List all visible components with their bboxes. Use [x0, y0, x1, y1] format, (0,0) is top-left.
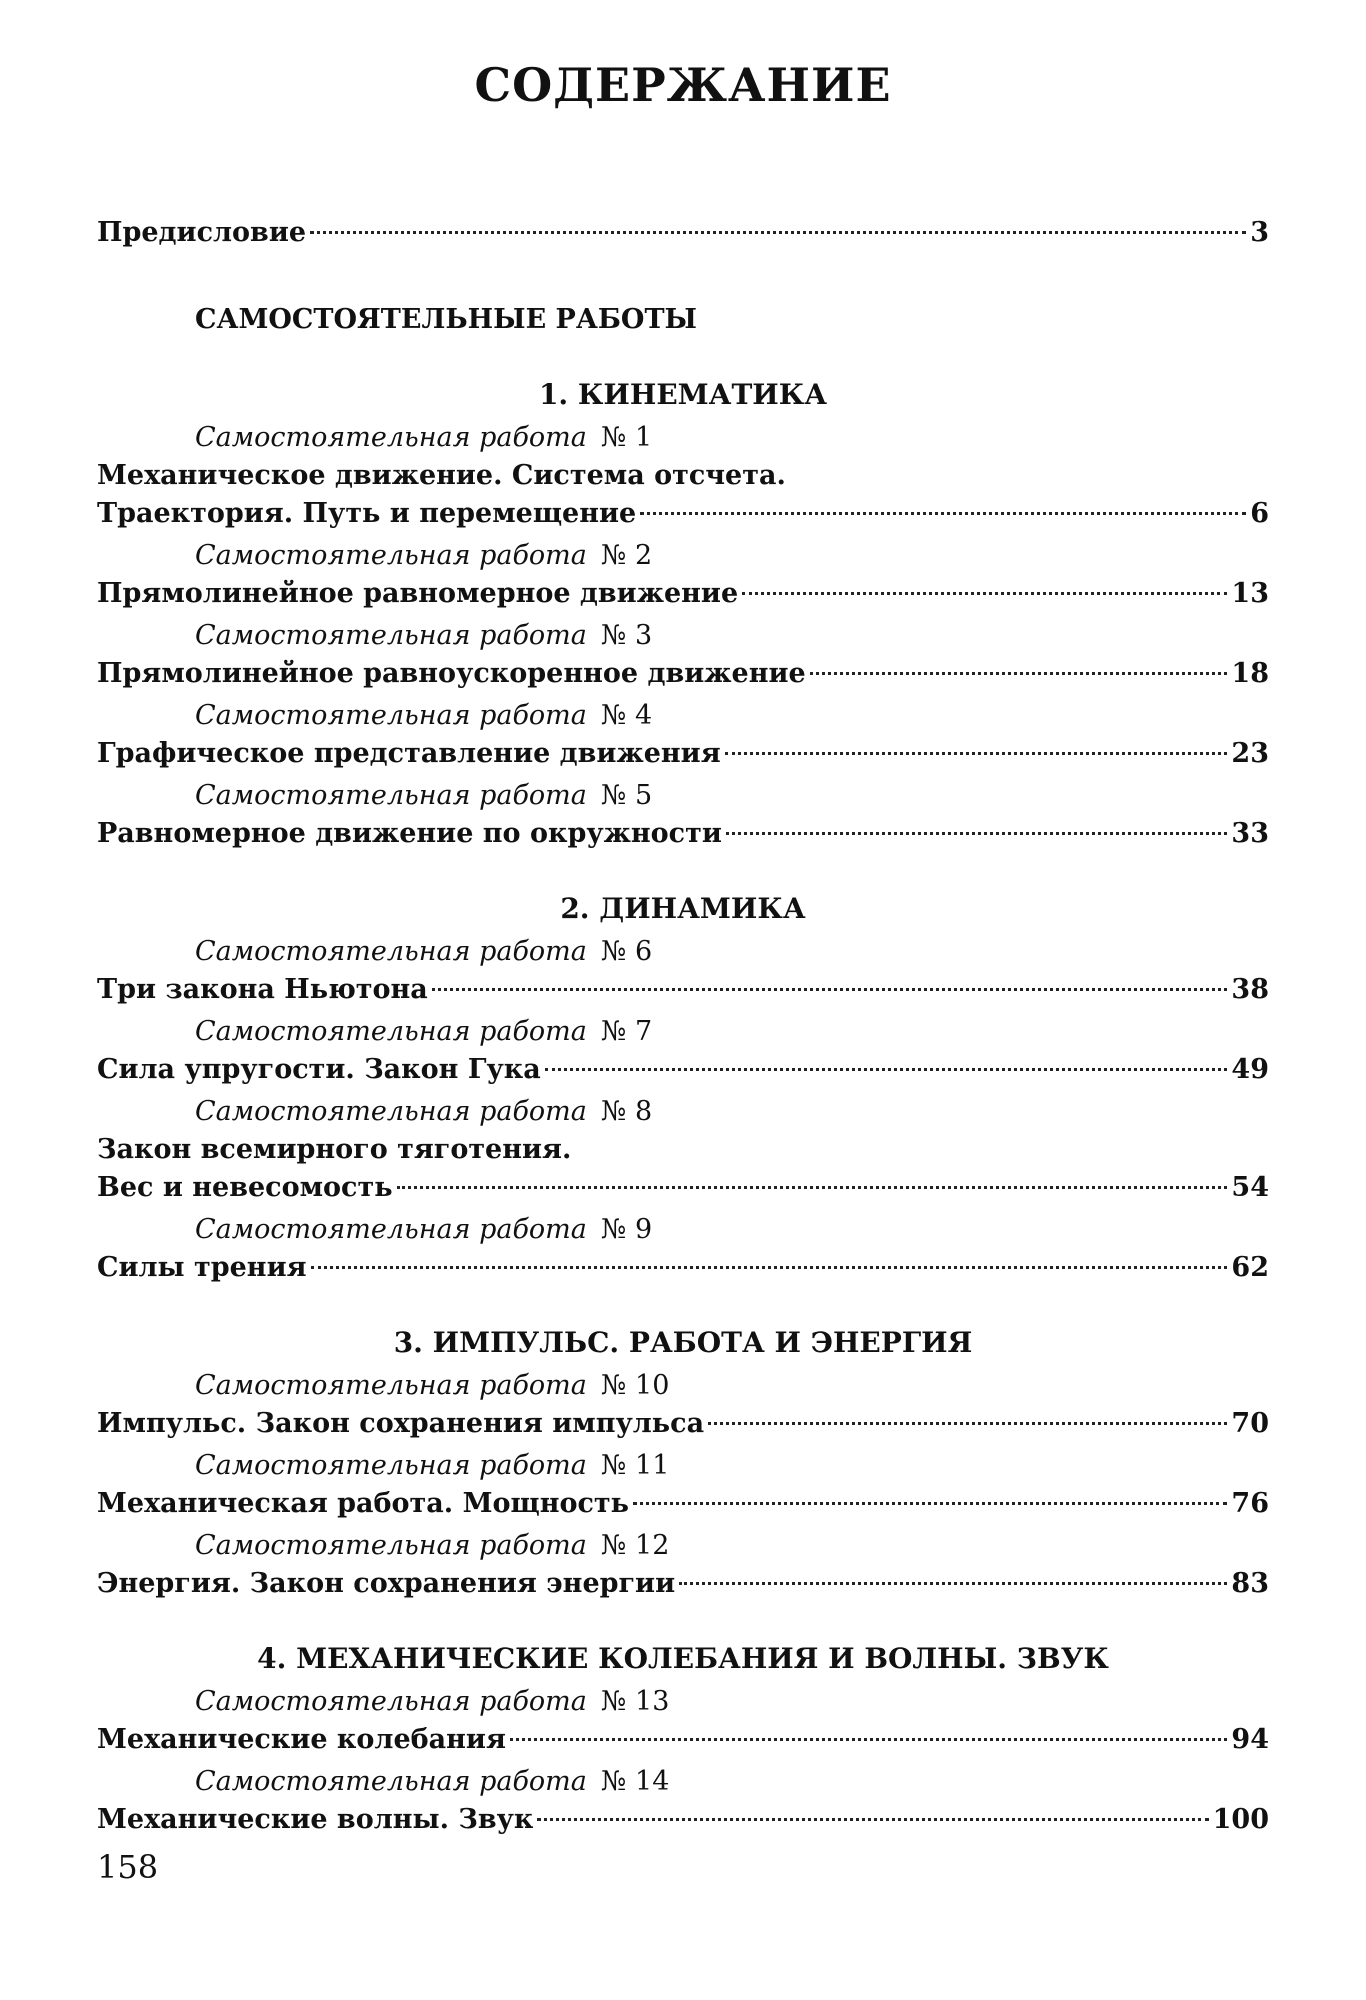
page-number: 38: [1231, 974, 1269, 1005]
part-heading: САМОСТОЯТЕЛЬНЫЕ РАБОТЫ: [195, 304, 697, 335]
entry-title: Механические колебания: [97, 1724, 506, 1755]
page-number: 54: [1231, 1172, 1269, 1203]
dot-leader: [742, 591, 1227, 595]
dot-leader: [537, 1817, 1208, 1821]
entry-title: Графическое представление движения: [97, 738, 721, 769]
work-label: Самостоятельная работа № 9: [195, 1214, 653, 1245]
work-label: Самостоятельная работа № 10: [195, 1370, 670, 1401]
page-number: 83: [1231, 1568, 1269, 1599]
entry-title: Силы трения: [97, 1252, 307, 1283]
toc-entry[interactable]: [97, 656, 1269, 692]
entry-title: Импульс. Закон сохранения импульса: [97, 1408, 705, 1439]
page-number: 62: [1231, 1252, 1269, 1283]
entry-title: Энергия. Закон сохранения энергии: [97, 1568, 676, 1599]
toc-entry[interactable]: [97, 816, 1269, 852]
entry-title-line: Закон всемирного тяготения.: [97, 1134, 572, 1165]
page-number: 18: [1231, 658, 1269, 689]
toc-entry-preface[interactable]: [97, 215, 1269, 251]
dot-leader: [432, 987, 1228, 991]
page-number: 100: [1212, 1804, 1269, 1835]
toc-entry[interactable]: [97, 972, 1269, 1008]
work-label: Самостоятельная работа № 11: [195, 1450, 670, 1481]
page-folio: 158: [97, 1848, 159, 1886]
toc-entry[interactable]: [97, 1052, 1269, 1088]
entry-title: Вес и невесомость: [97, 1172, 393, 1203]
entry-title: Прямолинейное равномерное движение: [97, 578, 739, 609]
work-label: Самостоятельная работа № 3: [195, 620, 653, 651]
toc-entry[interactable]: [97, 576, 1269, 612]
work-label: Самостоятельная работа № 8: [195, 1096, 653, 1127]
toc-entry[interactable]: [97, 1250, 1269, 1286]
section-heading: 3. ИМПУЛЬС. РАБОТА И ЭНЕРГИЯ: [393, 1326, 973, 1359]
page-number: 23: [1231, 738, 1269, 769]
entry-title: Механическая работа. Мощность: [97, 1488, 629, 1519]
page-number: 6: [1250, 498, 1269, 529]
section-heading: 2. ДИНАМИКА: [560, 892, 806, 925]
dot-leader: [679, 1581, 1227, 1585]
toc-entry[interactable]: [97, 1802, 1269, 1838]
entry-title: Механические волны. Звук: [97, 1804, 534, 1835]
page-number: 76: [1231, 1488, 1269, 1519]
section-heading: 1. КИНЕМАТИКА: [538, 378, 828, 411]
toc-entry[interactable]: [97, 1486, 1269, 1522]
dot-leader: [640, 511, 1246, 515]
entry-title: Траектория. Путь и перемещение: [97, 498, 637, 529]
page-title: СОДЕРЖАНИЕ: [474, 58, 892, 112]
entry-title: Предисловие: [97, 217, 307, 248]
page-number: 3: [1250, 217, 1269, 248]
work-label: Самостоятельная работа № 6: [195, 936, 653, 967]
work-label: Самостоятельная работа № 5: [195, 780, 653, 811]
work-label: Самостоятельная работа № 2: [195, 540, 653, 571]
dot-leader: [725, 751, 1228, 755]
toc-entry[interactable]: [97, 1170, 1269, 1206]
dot-leader: [397, 1185, 1228, 1189]
dot-leader: [510, 1737, 1228, 1741]
page-number: 70: [1231, 1408, 1269, 1439]
work-label: Самостоятельная работа № 12: [195, 1530, 670, 1561]
dot-leader: [708, 1421, 1227, 1425]
section-heading: 4. МЕХАНИЧЕСКИЕ КОЛЕБАНИЯ И ВОЛНЫ. ЗВУК: [257, 1642, 1109, 1675]
dot-leader: [810, 671, 1228, 675]
dot-leader: [726, 831, 1228, 835]
dot-leader: [633, 1501, 1227, 1505]
dot-leader: [311, 1265, 1228, 1269]
toc-entry[interactable]: [97, 1406, 1269, 1442]
page-number: 33: [1231, 818, 1269, 849]
page-number: 49: [1231, 1054, 1269, 1085]
page-number: 13: [1231, 578, 1269, 609]
work-label: Самостоятельная работа № 7: [195, 1016, 653, 1047]
entry-title: Прямолинейное равноускоренное движение: [97, 658, 806, 689]
toc-entry[interactable]: [97, 1722, 1269, 1758]
toc-entry[interactable]: [97, 1566, 1269, 1602]
entry-title: Равномерное движение по окружности: [97, 818, 722, 849]
dot-leader: [545, 1067, 1228, 1071]
entry-title: Три закона Ньютона: [97, 974, 428, 1005]
dot-leader: [310, 230, 1246, 234]
work-label: Самостоятельная работа № 14: [195, 1766, 670, 1797]
toc-entry[interactable]: [97, 736, 1269, 772]
page-number: 94: [1231, 1724, 1269, 1755]
toc-entry[interactable]: [97, 496, 1269, 532]
work-label: Самостоятельная работа № 13: [195, 1686, 670, 1717]
entry-title: Сила упругости. Закон Гука: [97, 1054, 541, 1085]
work-label: Самостоятельная работа № 4: [195, 700, 653, 731]
entry-title-line: Механическое движение. Система отсчета.: [97, 460, 786, 491]
work-label: Самостоятельная работа № 1: [195, 422, 653, 453]
